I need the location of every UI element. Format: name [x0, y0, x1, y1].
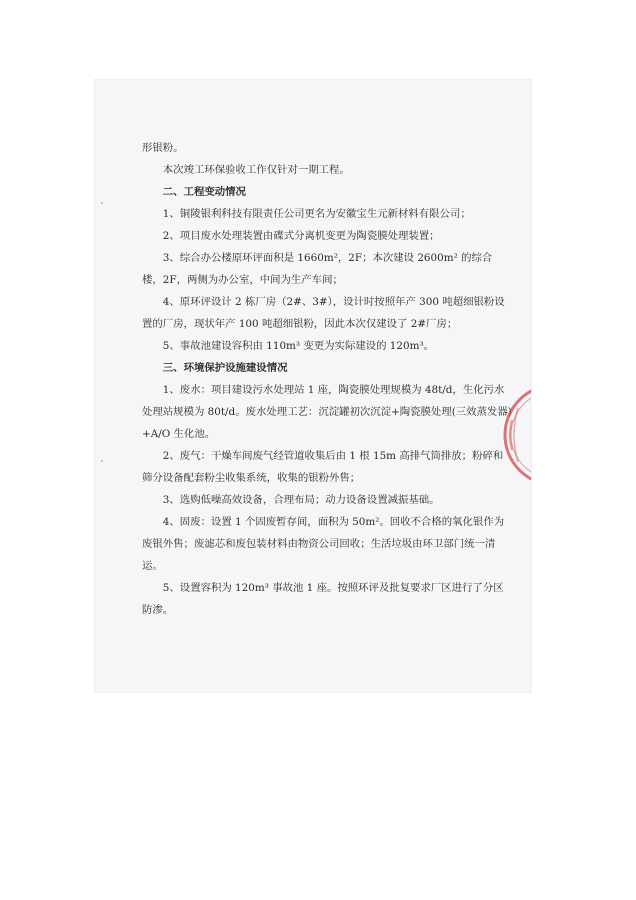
change-item-3: 3、综合办公楼原环评面积是 1660m²，2F；本次建设 2600m² 的综合楼，2F，两侧为办公室，中间为生产车间； [142, 252, 493, 286]
section-heading-environmental-facilities: 三、环境保护设施建设情况 [162, 362, 288, 374]
scan-speck [101, 460, 103, 462]
scanned-page [95, 80, 531, 692]
change-item-4: 4、原环评设计 2 栋厂房（2#、3#），设计时按照年产 300 吨超细银粉设置的厂房，现状年产 100 吨超细银粉，因此本次仅建设了 2#厂房； [142, 296, 505, 330]
change-item-5: 5、事故池建设容积由 110m³ 变更为实际建设的 120m³。 [162, 340, 435, 352]
facility-item-waste-gas: 2、废气：干燥车间废气经管道收集后由 1 根 15m 高排气筒排放；粉碎和筛分设备配套粉尘收集系统，收集的银粉外售； [142, 450, 504, 484]
change-item-1: 1、铜陵银利科技有限责任公司更名为安徽宝生元新材料有限公司； [162, 208, 471, 220]
facility-item-wastewater: 1、废水：项目建设污水处理站 1 座，陶瓷膜处理规模为 48t/d，生化污水处理站规模为 80t/d。废水处理工艺：沉淀罐初次沉淀+陶瓷膜处理(三效蒸发器)+A/O 生化池。 [142, 384, 512, 440]
paragraph-continuation: 形银粉。 [142, 142, 184, 154]
scan-speck [101, 202, 103, 204]
document-body [142, 137, 512, 621]
facility-item-solid-waste: 4、固废：设置 1 个固废暂存间，面积为 50m²。回收不合格的氧化银作为废银外售；废滤芯和废包装材料由物资公司回收；生活垃圾由环卫部门统一清运。 [142, 516, 505, 572]
change-item-2: 2、项目废水处理装置由碟式分离机变更为陶瓷膜处理装置； [162, 230, 440, 242]
facility-item-noise: 3、选购低噪高效设备，合理布局；动力设备设置减振基础。 [162, 494, 440, 506]
facility-item-accident-pool: 5、设置容积为 120m³ 事故池 1 座。按照环评及批复要求厂区进行了分区防渗。 [142, 582, 504, 616]
section-heading-changes: 二、工程变动情况 [162, 186, 246, 198]
red-seal-graphic [500, 380, 531, 490]
red-seal-stamp [500, 380, 531, 490]
paragraph-scope: 本次竣工环保验收工作仅针对一期工程。 [162, 164, 350, 176]
